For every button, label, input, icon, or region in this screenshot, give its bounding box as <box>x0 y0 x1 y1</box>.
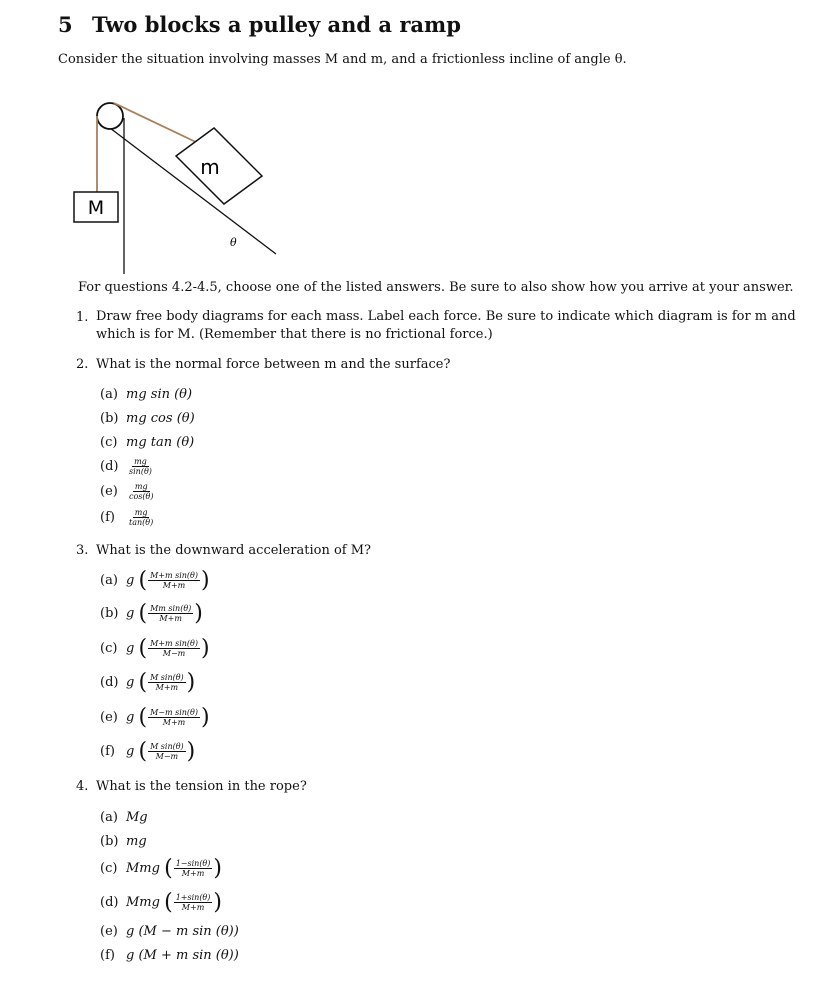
fraction <box>148 571 200 590</box>
pulley-ramp-figure <box>60 88 280 278</box>
question-3 <box>76 543 371 558</box>
fraction-numerator: Mm sin(θ) <box>150 604 192 613</box>
q3-option-d[interactable]: (d) g ( $\frac{\text{M sin(θ)}}{M+m}$ ) <box>100 670 196 695</box>
angle-label: θ <box>230 236 237 249</box>
fraction <box>127 457 154 476</box>
q2-option-a[interactable] <box>100 387 192 402</box>
fraction <box>127 508 155 527</box>
fraction <box>148 604 193 623</box>
fraction <box>174 893 213 912</box>
fraction-denominator: tan(θ) <box>129 518 154 527</box>
option-text: mg cos (θ) <box>126 411 195 426</box>
option-text: mg sin (θ) <box>126 387 193 402</box>
q2-option-f[interactable] <box>100 508 156 527</box>
q4-option-c[interactable]: (c) Mmg ( $\frac{1-\sin(\theta)}{M+m}$ ) <box>100 856 222 881</box>
fraction-numerator: mg <box>134 457 147 466</box>
fraction-numerator: mg <box>134 508 148 517</box>
fraction <box>148 639 200 658</box>
fraction-denominator: M−m <box>155 752 179 761</box>
block-m-label: m <box>200 155 220 179</box>
fraction-denominator: M+m <box>155 683 179 692</box>
instructions: For questions 4.2-4.5, choose one of the listed answers. Be sure to also show how you arrive at your answer. <box>78 280 794 295</box>
option-label: (b) <box>100 606 119 621</box>
fraction-denominator: M+m <box>181 903 205 912</box>
option-label: (d) <box>100 675 119 690</box>
fraction <box>127 482 155 501</box>
fraction <box>148 673 186 692</box>
q3-option-e[interactable]: (e) g ( $\frac{\text{M−m sin(θ)}}{M+m}$ ) <box>100 705 210 730</box>
q4-option-f[interactable] <box>100 948 239 963</box>
option-text: Mg <box>126 810 148 825</box>
question-2-text: What is the normal force between m and the surface? <box>96 357 451 372</box>
section-number: 5 <box>58 12 73 37</box>
fraction-numerator: M+m sin(θ) <box>150 571 198 580</box>
section-title-text: Two blocks a pulley and a ramp <box>92 12 461 37</box>
fraction-denominator: M+m <box>162 718 186 727</box>
fraction-denominator: M+m <box>162 581 186 590</box>
option-prefix: g <box>126 744 135 759</box>
fraction-numerator: mg <box>134 482 148 491</box>
option-text: g (M + m sin (θ)) <box>126 948 239 963</box>
option-text: g (M − m sin (θ)) <box>126 924 239 939</box>
q3-option-c[interactable]: (c) g ( $\frac{\text{M+m sin(θ)}}{M-m}$ ) <box>100 636 210 661</box>
option-label: (d) <box>100 895 119 910</box>
option-label: (c) <box>100 435 118 450</box>
fraction-numerator: M+m sin(θ) <box>150 639 198 648</box>
q2-option-d[interactable] <box>100 457 155 476</box>
option-label: (f) <box>100 744 115 759</box>
q4-option-b[interactable] <box>100 834 147 849</box>
option-label: (f) <box>100 510 115 525</box>
question-3-number: 3. <box>76 543 89 558</box>
option-label: (a) <box>100 573 118 588</box>
rope-to-m <box>114 103 200 144</box>
fraction-denominator: sin(θ) <box>129 467 152 476</box>
option-label: (a) <box>100 810 118 825</box>
question-4-text: What is the tension in the rope? <box>96 779 307 794</box>
fraction <box>174 859 213 878</box>
option-prefix: g <box>126 641 135 656</box>
option-label: (d) <box>100 459 119 474</box>
fraction-numerator: 1−sin(θ) <box>175 859 211 868</box>
q4-option-d[interactable]: (d) Mmg ( $\frac{1+\sin(\theta)}{M+m}$ ) <box>100 890 222 915</box>
fraction-denominator: M−m <box>162 649 186 658</box>
q3-option-f[interactable]: (f) g ( $\frac{\text{M sin(θ)}}{M-m}$ ) <box>100 739 196 764</box>
option-text: mg <box>126 834 147 849</box>
question-4 <box>76 779 307 794</box>
intro-text: Consider the situation involving masses M and m, and a frictionless incline of angle θ. <box>58 52 627 67</box>
option-prefix: Mmg <box>126 895 160 910</box>
option-text: mg tan (θ) <box>126 435 195 450</box>
pulley-wheel <box>97 103 123 129</box>
question-1-number: 1. <box>76 310 89 325</box>
fraction-numerator: M sin(θ) <box>150 673 184 682</box>
option-label: (f) <box>100 948 115 963</box>
q2-option-b[interactable] <box>100 411 195 426</box>
section-title <box>58 12 461 37</box>
option-label: (e) <box>100 924 118 939</box>
q4-option-e[interactable] <box>100 924 239 939</box>
option-prefix: g <box>126 606 135 621</box>
option-label: (a) <box>100 387 118 402</box>
q2-option-c[interactable] <box>100 435 194 450</box>
option-prefix: Mmg <box>126 861 160 876</box>
fraction <box>148 742 186 761</box>
fraction-numerator: 1+sin(θ) <box>175 893 211 902</box>
block-M-label: M <box>87 197 105 219</box>
question-1-text: Draw free body diagrams for each mass. Label each force. Be sure to indicate which diagram is for m and which is for M. (Remember that there is no frictional force.) <box>96 309 796 342</box>
q4-option-a[interactable] <box>100 810 148 825</box>
question-4-number: 4. <box>76 779 89 794</box>
fraction-numerator: M sin(θ) <box>150 742 184 751</box>
option-label: (b) <box>100 411 119 426</box>
option-label: (b) <box>100 834 119 849</box>
question-1 <box>76 310 96 325</box>
option-label: (c) <box>100 861 118 876</box>
q3-option-b[interactable]: (b) g ( $\frac{\text{Mm sin(θ)}}{M+m}$ ) <box>100 601 203 626</box>
q3-option-a[interactable]: (a) g ( $\frac{\text{M+m sin(θ)}}{M+m}$ ) <box>100 568 210 593</box>
question-3-text: What is the downward acceleration of M? <box>96 543 372 558</box>
option-label: (e) <box>100 710 118 725</box>
option-label: (e) <box>100 484 118 499</box>
option-prefix: g <box>126 710 135 725</box>
question-2 <box>76 357 450 372</box>
fraction-denominator: cos(θ) <box>129 492 154 501</box>
fraction-denominator: M+m <box>181 869 205 878</box>
q2-option-e[interactable] <box>100 482 156 501</box>
option-prefix: g <box>126 675 135 690</box>
fraction <box>148 708 200 727</box>
fraction-denominator: M+m <box>159 614 182 623</box>
fraction-numerator: M−m sin(θ) <box>150 708 198 717</box>
question-2-number: 2. <box>76 357 89 372</box>
option-prefix: g <box>126 573 135 588</box>
option-label: (c) <box>100 641 118 656</box>
